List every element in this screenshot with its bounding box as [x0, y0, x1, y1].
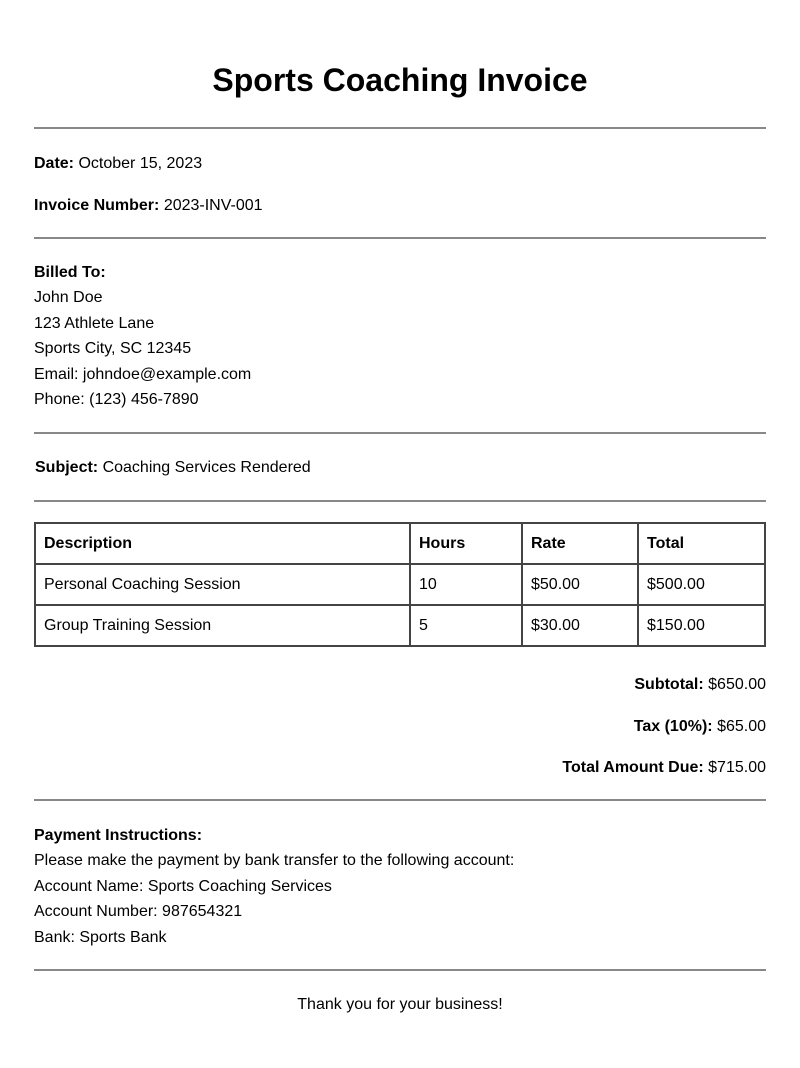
subtotal-label: Subtotal: [634, 676, 704, 693]
billed-to-address-line2: Sports City, SC 12345 [34, 340, 192, 357]
payment-account-name: Account Name: Sports Coaching Services [34, 878, 332, 895]
billed-to-label [34, 263, 106, 283]
payment-line: Please make the payment by bank transfer to the following account: [34, 852, 515, 869]
divider [34, 799, 766, 801]
total-due-label: Total Amount Due: [562, 759, 704, 776]
billed-to-email: Email: johndoe@example.com [34, 366, 252, 383]
divider [34, 500, 766, 502]
payment-account-number: Account Number: 987654321 [34, 903, 243, 920]
subject-value: Coaching Services Rendered [102, 459, 311, 476]
invoice-number-label: Invoice Number: [34, 197, 160, 214]
cell-description: Group Training Session [35, 605, 410, 646]
invoice-number-value: 2023-INV-001 [163, 197, 263, 214]
table-row [35, 564, 765, 605]
cell-hours: 5 [410, 605, 522, 646]
cell-rate: $30.00 [522, 605, 638, 646]
table-header-row [35, 523, 765, 564]
divider [34, 127, 766, 129]
cell-total: $500.00 [638, 564, 765, 605]
subject-label: Subject: [35, 459, 99, 476]
header-hours: Hours [410, 523, 522, 564]
subtotal-line [634, 675, 766, 695]
billed-to-name: John Doe [34, 289, 103, 306]
tax-value: $65.00 [717, 718, 766, 735]
invoice-date [34, 154, 202, 174]
thank-you-note: Thank you for your business! [297, 996, 503, 1013]
divider [34, 237, 766, 239]
cell-hours: 10 [410, 564, 522, 605]
cell-total: $150.00 [638, 605, 765, 646]
cell-description: Personal Coaching Session [35, 564, 410, 605]
tax-label: Tax (10%): [633, 718, 713, 735]
billed-to-phone: Phone: (123) 456-7890 [34, 391, 199, 408]
date-label: Date: [34, 155, 75, 172]
header-description: Description [35, 523, 410, 564]
billed-to-address-line1: 123 Athlete Lane [34, 315, 155, 332]
subtotal-value: $650.00 [708, 676, 766, 693]
payment-heading: Payment Instructions: [34, 827, 203, 844]
invoice-title: Sports Coaching Invoice [212, 62, 588, 98]
total-due-line [562, 758, 766, 778]
billed-to-heading: Billed To: [34, 264, 106, 281]
payment-bank: Bank: Sports Bank [34, 929, 167, 946]
header-total: Total [638, 523, 765, 564]
divider [34, 969, 766, 971]
payment-instructions-label [34, 826, 202, 846]
date-value: October 15, 2023 [78, 155, 203, 172]
invoice-number [34, 196, 263, 216]
tax-line [634, 717, 766, 737]
divider [34, 432, 766, 434]
line-items-table [34, 522, 766, 647]
invoice-subject [35, 458, 311, 478]
total-due-value: $715.00 [708, 759, 766, 776]
table-row [35, 605, 765, 646]
cell-rate: $50.00 [522, 564, 638, 605]
header-rate: Rate [522, 523, 638, 564]
